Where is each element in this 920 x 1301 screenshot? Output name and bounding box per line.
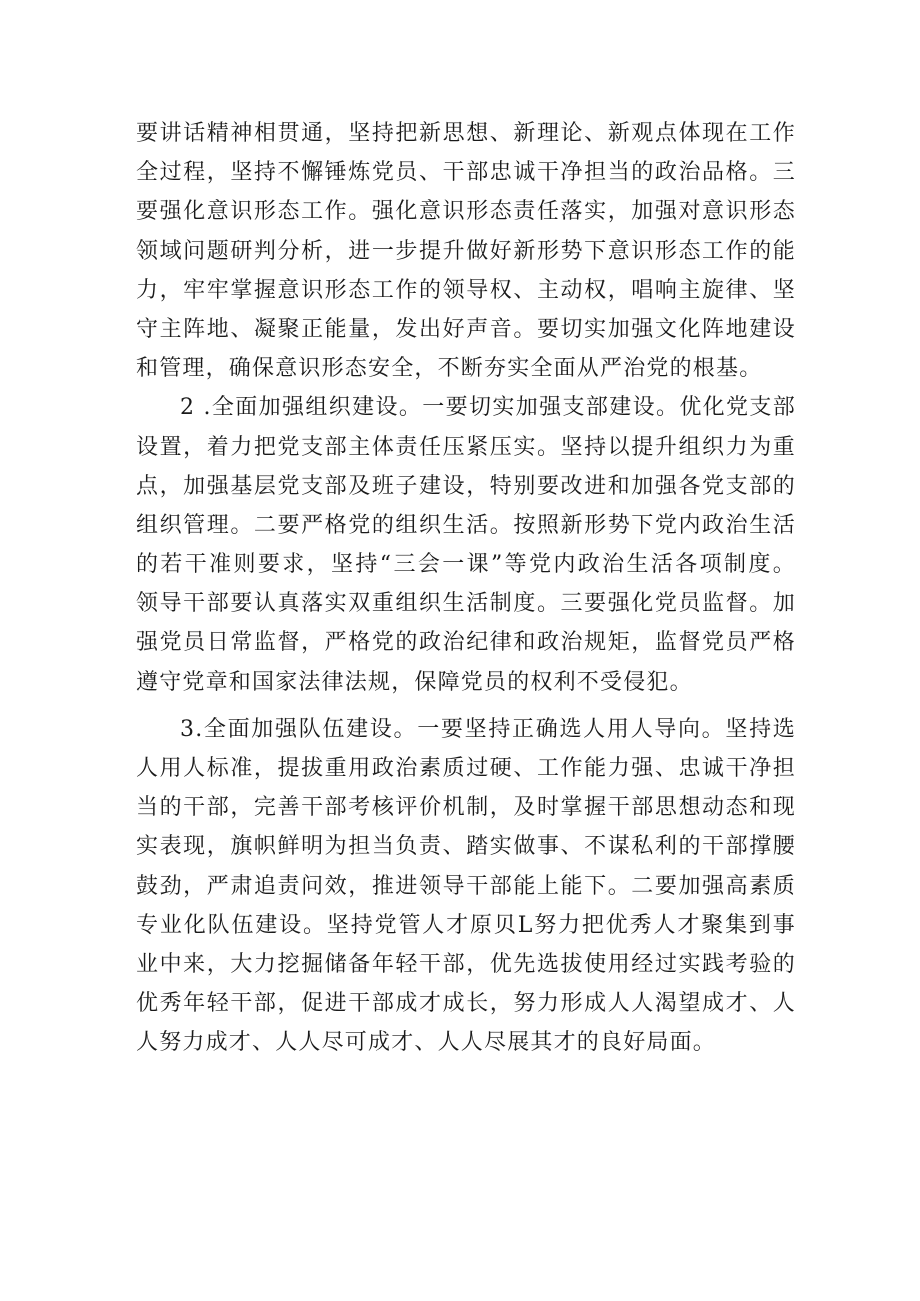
text-line: 要讲话精神相贯通，坚持把新思想、新理论、新观点体现在工作	[136, 121, 796, 146]
text-line: 点，加强基层党支部及班子建设，特别要改进和加强各党支部的	[136, 473, 796, 499]
document-body	[136, 114, 796, 1063]
text-line: 全过程，坚持不懈锤炼党员、干部忠诚干净担当的政治品格。三	[136, 160, 796, 186]
text-line: 实表现，旗帜鲜明为担当负责、踏实做事、不谋私利的干部撑腰	[136, 834, 796, 860]
text-line: 设置，着力把党支部主体责任压紧压实。坚持以提升组织力为重	[136, 434, 796, 460]
text-line: 强党员日常监督，严格党的政治纪律和政治规矩，监督党员严格	[136, 630, 796, 656]
text-line: 领域问题研判分析，进一步提升做好新形势下意识形态工作的能	[136, 238, 796, 264]
text-line: 守主阵地、凝聚正能量，发出好声音。要切实加强文化阵地建设	[136, 316, 796, 342]
text-line: 领导干部要认真落实双重组织生活制度。三要强化党员监督。加	[136, 591, 796, 617]
paragraph-gap	[136, 702, 796, 710]
text-line: 专业化队伍建设。坚持党管人才原贝L努力把优秀人才聚集到事	[136, 912, 796, 938]
text-line: 优秀年轻干部，促进干部成才成长，努力形成人人渴望成才、人	[136, 991, 796, 1017]
text-line: 要强化意识形态工作。强化意识形态责任落实，加强对意识形态	[136, 199, 796, 225]
text-line: 人用人标准，提拔重用政治素质过硬、工作能力强、忠诚干净担	[136, 756, 796, 781]
text-line: 人努力成才、人人尽可成才、人人尽展其才的良好局面。	[136, 1030, 717, 1056]
text-line: 遵守党章和国家法律法规，保障党员的权利不受侵犯。	[136, 669, 693, 695]
text-line: 鼓劲，严肃追责问效，推进领导干部能上能下。二要加强高素质	[136, 873, 796, 899]
paragraph-3	[136, 710, 796, 1063]
text-line: 的若干准则要求，坚持“三会一课”等党内政治生活各项制度。	[136, 552, 796, 578]
paragraph-1	[136, 114, 796, 388]
text-line: 业中来，大力挖掘储备年轻干部，优先选拔使用经过实践考验的	[136, 951, 796, 977]
text-line: 2 .全面加强组织建设。一要切实加强支部建设。优化党支部	[180, 395, 796, 421]
text-line: 组织管理。二要严格党的组织生活。按照新形势下党内政治生活	[136, 512, 796, 538]
text-line: 和管理，确保意识形态安全，不断夯实全面从严治党的根基。	[136, 356, 763, 382]
text-line: 3.全面加强队伍建设。一要坚持正确选人用人导向。坚持选	[180, 716, 796, 742]
paragraph-2	[136, 388, 796, 702]
text-line: 当的干部，完善干部考核评价机制，及时掌握干部思想动态和现	[136, 795, 796, 821]
text-line: 力，牢牢掌握意识形态工作的领导权、主动权，唱响主旋律、坚	[136, 277, 796, 303]
